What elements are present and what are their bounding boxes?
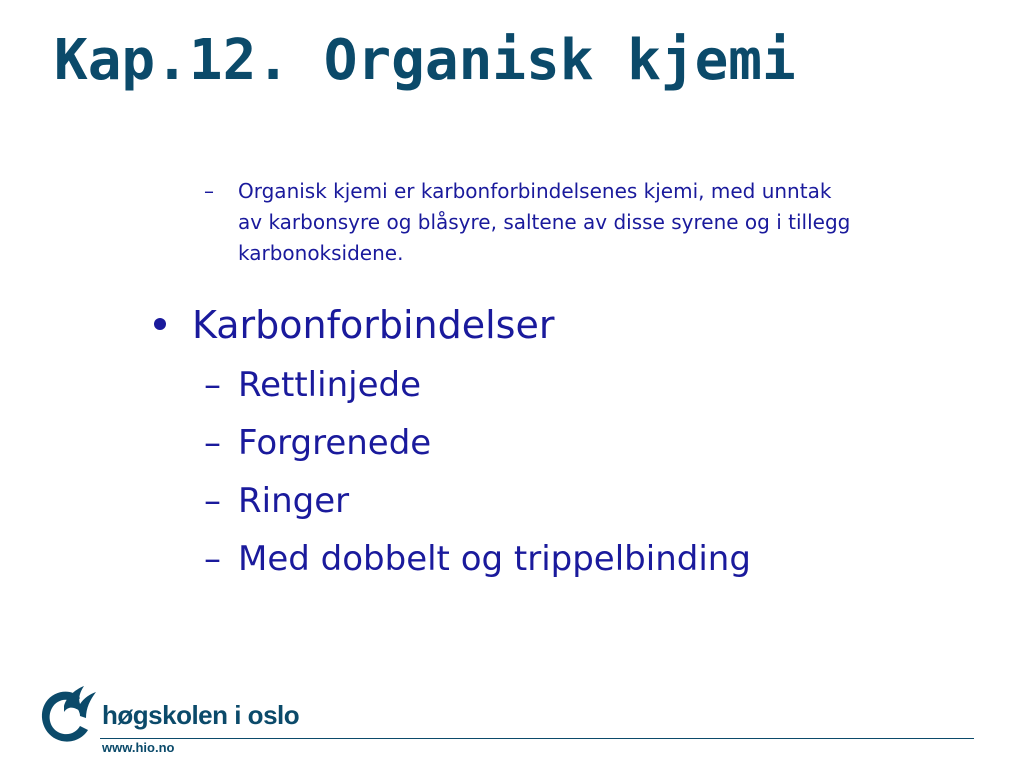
slide-title: Kap.12. Organisk kjemi (54, 28, 796, 93)
sub-bullet-list (204, 360, 751, 592)
note-text: Organisk kjemi er karbonforbindelsenes kjemi, med unntak av karbonsyre og blåsyre, saltene av disse syrene og i tillegg karbonoksidene. (238, 179, 851, 265)
sub-bullet-label: Rettlinjede (238, 365, 421, 405)
logo-text: høgskolen i oslo (102, 700, 300, 730)
bullet-item-karbonforbindelser (154, 300, 554, 350)
hio-logo-icon (36, 676, 100, 746)
sub-bullet-label: Ringer (238, 481, 350, 521)
sub-bullet-item (204, 534, 751, 592)
institution-logo (36, 676, 376, 762)
sub-dash: – (204, 539, 221, 579)
sub-bullet-item (204, 476, 751, 534)
sub-bullet-label: Forgrenede (238, 423, 432, 463)
sub-bullet-item (204, 418, 751, 476)
sub-dash: – (204, 365, 221, 405)
sub-bullet-label: Med dobbelt og trippelbinding (238, 539, 751, 579)
bullet-dot-icon (154, 318, 166, 330)
sub-dash: – (204, 423, 221, 463)
footer-divider (100, 738, 974, 739)
note-item (204, 176, 994, 269)
sub-bullet-item (204, 360, 751, 418)
sub-dash: – (204, 481, 221, 521)
note-dash: – (204, 179, 214, 203)
footer-url: www.hio.no (102, 740, 175, 755)
bullet-label: Karbonforbindelser (192, 303, 555, 347)
